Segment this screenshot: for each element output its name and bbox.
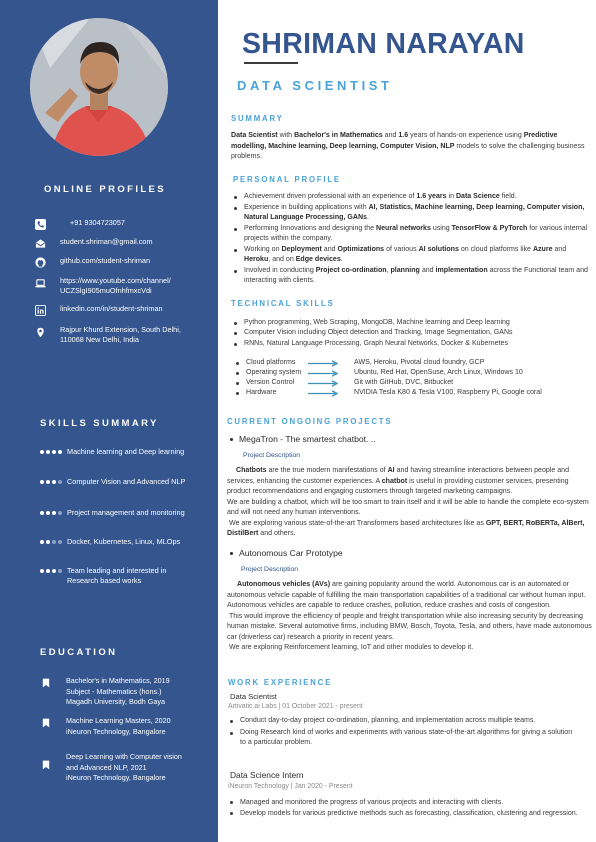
education-line: iNeuron Technology, Bangalore <box>66 773 166 782</box>
linkedin-icon <box>34 304 46 316</box>
online-profiles-heading: ONLINE PROFILES <box>44 184 167 195</box>
job-meta: Artivatic.ai Labs | 01 October 2021 - present <box>228 703 363 710</box>
summary-heading: SUMMARY <box>231 114 284 123</box>
list-item: Python programming, Web Scraping, MongoDB, Machine learning and Deep learning <box>232 318 592 328</box>
job-title: DATA SCIENTIST <box>237 78 393 93</box>
list-item: RNNs, Natural Language Processing, Graph Neural Networks, Docker & Kubernetes <box>232 339 592 349</box>
list-item: Working on Deployment and Optimizations of various AI solutions on cloud platforms like Azure and Heroku, and on Edge devices. <box>232 245 588 266</box>
tech-row-value: Ubuntu, Red Hat, OpenSuse, Arch Linux, Windows 10 <box>354 369 523 376</box>
education-line: iNeuron Technology, Bangalore <box>66 726 166 736</box>
tech-row <box>234 378 594 388</box>
education-heading: EDUCATION <box>40 647 118 658</box>
skill-level-dots <box>40 508 62 515</box>
project-title: MegaTron - The smartest chatbot. .. <box>230 434 376 444</box>
phone-icon <box>34 218 46 230</box>
project-description: Chatbots are the true modern manifestations of AI and having streamline interactions between people and services, enhancing the customer experiences. A chatbot is useful in providing customer services, presenting product recommendations and engaging customers through targeted marketing campaigns. We are building a chatbot, which will be too smart to train itself and it will be able to handle the complete eco-system and will not need any human interventions. We are exploring various state-of-the-art Transformers based architectures like as GPT, BERT, RoBERTa, AlBert, DistilBert and others. <box>227 467 589 537</box>
skill-level-dots <box>40 537 62 544</box>
email-icon <box>34 237 46 249</box>
contact-linkedin[interactable] <box>34 304 214 316</box>
contact-address <box>34 325 214 344</box>
tech-row <box>234 368 594 378</box>
name-underline <box>244 62 298 64</box>
education-line: Bachelor's in Mathematics, 2019 <box>66 676 170 685</box>
contact-youtube-line-2: UCZSlgI905muOfnhfmxcVdi <box>60 285 152 295</box>
summary-text: Data Scientist with Bachelor's in Mathematics and 1.6 years of hands-on experience using Predictive modelling, Machine learning, Deep learning, Computer Vision, NLP models to solve the challenging business problems. <box>231 132 585 160</box>
candidate-name: SHRIMAN NARAYAN <box>242 28 525 60</box>
skill-label: Project management and monitoring <box>67 508 185 517</box>
contact-youtube-line-1: https://www.youtube.com/channel/ <box>60 276 171 285</box>
education-item <box>42 716 214 737</box>
projects-heading: CURRENT ONGOING PROJECTS <box>227 417 393 426</box>
tech-row-value: NVIDIA Tesla K80 & Tesla V100, Raspberry Pi, Google coral <box>354 389 542 396</box>
education-item <box>42 676 214 708</box>
tech-row-label: Hardware <box>234 388 308 398</box>
job-role: Data Science Intern <box>230 770 304 780</box>
skill-level-dots <box>40 447 62 454</box>
list-item: Conduct day-to-day project co-ordination, planning, and implementation across multiple teams. <box>228 716 578 727</box>
project-subtitle: Project Description <box>243 452 301 459</box>
skill-level-dots <box>40 477 62 484</box>
tech-row-label: Version Control <box>234 378 308 388</box>
work-experience-heading: WORK EXPERIENCE <box>228 678 333 687</box>
list-item: Performing Innovations and designing the Neural networks using TensorFlow & PyTorch for various internal projects within the company. <box>232 224 588 245</box>
tech-row <box>234 358 594 368</box>
list-item: Experience in building applications with AI, Statistics, Machine learning, Deep learning, Computer vision, Natural Language Processing, GANs. <box>232 203 588 224</box>
arrow-right-icon <box>308 380 346 387</box>
skill-label: Team leading and interested in <box>67 566 167 575</box>
tech-row <box>234 388 594 398</box>
skill-item <box>40 566 215 586</box>
bookmark-icon <box>42 676 52 692</box>
personal-profile-list <box>232 192 588 287</box>
skill-item <box>40 447 215 457</box>
skills-summary-heading: SKILLS SUMMARY <box>40 418 159 429</box>
arrow-right-icon <box>308 360 346 367</box>
project-subtitle: Project Description <box>241 566 299 573</box>
sidebar <box>0 0 218 842</box>
tech-row-value: Git with GitHub, DVC, Bitbucket <box>354 379 454 386</box>
skill-label: Research based works <box>67 576 142 585</box>
skill-item <box>40 477 215 487</box>
education-line: Machine Learning Masters, 2020 <box>66 716 171 725</box>
contact-phone-text: +91 9304723057 <box>70 218 125 227</box>
job-bullets <box>228 716 578 749</box>
location-icon <box>34 325 46 337</box>
education-line: and Advanced NLP, 2021 <box>66 762 147 772</box>
tech-row-value: AWS, Heroku, Pivotal cloud foundry, GCP <box>354 359 485 366</box>
personal-profile-heading: PERSONAL PROFILE <box>233 175 341 184</box>
contact-address-line-1: Rajpur Khurd Extension, South Delhi, <box>60 325 181 334</box>
tech-row-label: Cloud platforms <box>234 358 308 368</box>
job-bullets <box>228 797 578 819</box>
skill-item <box>40 537 215 547</box>
skill-label: Machine learning and Deep learning <box>67 447 185 456</box>
skill-item <box>40 508 215 518</box>
tech-row-label: Operating system <box>234 368 308 378</box>
list-item: Involved in conducting Project co-ordination, planning and implementation across the Functional team and interacting with clients. <box>232 266 588 287</box>
avatar <box>30 18 168 156</box>
contact-email[interactable] <box>34 237 214 249</box>
list-item: Develop models for various predictive methods such as forecasting, classification, clustering and regression. <box>228 808 578 819</box>
education-line: Subject - Mathematics (hons.) <box>66 686 162 696</box>
project-description: Autonomous vehicles (AVs) are gaining popularity around the world. Autonomous car is an automated or autonomous vehicle capable of fulfilling the main transportation capabilities of a traditional car without human input. Autonomous vehicles are capable to reduce crashes, pollution, reduce crashes and costs of congestion. This would improve the efficiency of people and freight transportation while also increasing security by decreasing human mistake. Several automotive firms, including BMW, Bosch, Toyota, Tesla, and others, have made autonomous car (driverless car) research a priority in recent years. We are exploring Reinforcement learning, IoT and other modules to develop it. <box>227 581 592 651</box>
contact-linkedin-text: linkedin.com/in/student-shriman <box>60 304 163 313</box>
arrow-right-icon <box>308 390 346 397</box>
list-item: Achievement driven professional with an experience of 1.6 years in Data Science field. <box>232 192 588 203</box>
contact-address-line-2: 110068 New Delhi, India <box>60 334 139 344</box>
job-meta: iNeuron Technology | Jan 2020 - Present <box>228 783 353 790</box>
bookmark-icon <box>42 752 52 774</box>
project-title: Autonomous Car Prototype <box>230 548 343 558</box>
arrow-right-icon <box>308 370 346 377</box>
list-item: Computer Vision including Object detection and Tracking, Image Segmentation, GANs <box>232 328 592 338</box>
contact-email-text: student.shriman@gmail.com <box>60 237 153 246</box>
contact-phone[interactable] <box>34 218 214 230</box>
laptop-icon <box>34 276 46 288</box>
profile-photo <box>30 18 168 156</box>
technical-skills-heading: TECHNICAL SKILLS <box>231 299 335 308</box>
skill-level-dots <box>40 566 62 573</box>
education-line: Magadh University, Bodh Gaya <box>66 697 165 706</box>
contact-youtube[interactable] <box>34 276 214 295</box>
list-item: Doing Research kind of works and experiments with various state-of-the-art algorithms for giving a solution to a particular problem. <box>228 728 578 749</box>
skill-label: Computer Vision and Advanced NLP <box>67 477 186 486</box>
education-item <box>42 752 214 784</box>
main-content <box>218 0 596 842</box>
contact-github-text: github.com/student-shriman <box>60 256 151 265</box>
github-icon <box>34 256 46 268</box>
job-role: Data Scientist <box>230 692 277 701</box>
list-item: Managed and monitored the progress of various projects and interacting with clients. <box>228 797 578 808</box>
bookmark-icon <box>42 716 52 732</box>
skill-label: Docker, Kubernetes, Linux, MLOps <box>67 537 181 546</box>
technical-skills-list <box>232 318 592 349</box>
education-line: Deep Learning with Computer vision <box>66 752 182 761</box>
contact-github[interactable] <box>34 256 214 268</box>
